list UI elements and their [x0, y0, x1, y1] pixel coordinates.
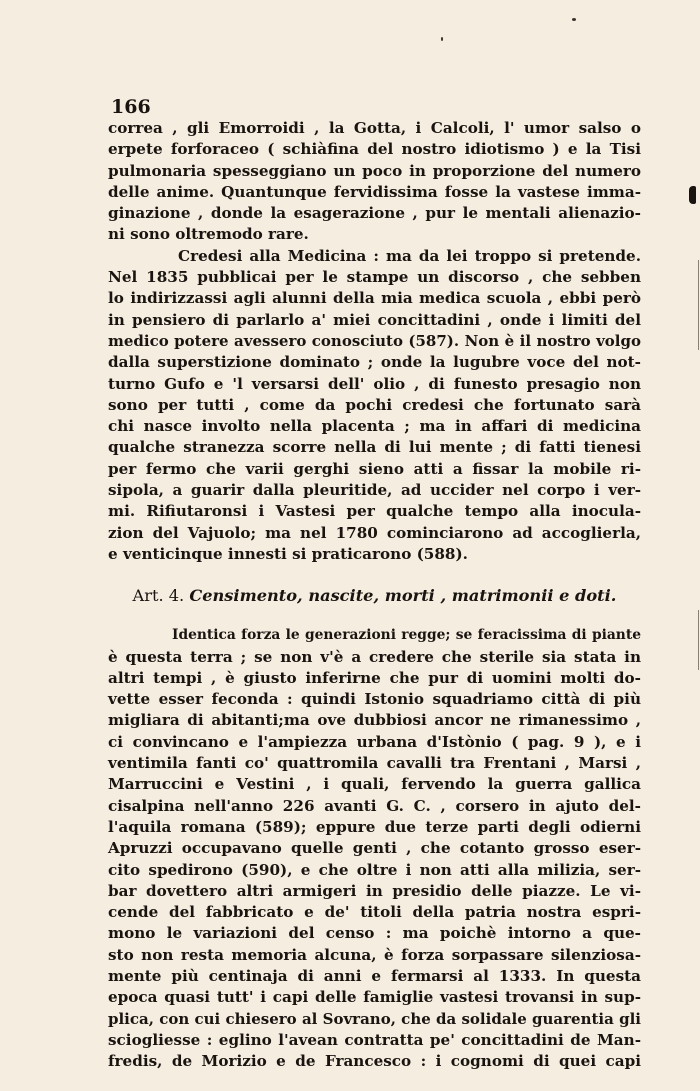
text-line [108, 480, 641, 501]
text-line [108, 625, 641, 646]
text-segment: turno Gufo e 'l versarsi dell' olio , di funesto presagio non [108, 374, 641, 393]
text-segment: cito spedirono (590), e che oltre i non atti alla milizia, ser- [108, 860, 641, 879]
text-line [108, 753, 641, 774]
text-segment: cisalpina nell'anno 226 avanti G. C. , corsero in ajuto del- [108, 796, 641, 815]
text-line [108, 267, 641, 288]
text-line [108, 352, 641, 373]
text-line [108, 288, 641, 309]
paragraph-2 [108, 246, 641, 565]
text-segment: sono per tutti , come da pochi credesi che fortunato sarà [108, 395, 641, 414]
text-line [108, 817, 641, 838]
text-segment: cende del fabbricato e de' titoli della patria nostra espri- [108, 903, 641, 922]
text-segment: ventimila fanti co' quattromila cavalli tra Frentani , Marsi , [108, 754, 641, 773]
text-segment: sciogliesse : eglino l'avean contratta pe' concittadini de Man- [108, 1030, 641, 1049]
text-segment: zion del Vajuolo; ma nel 1780 cominciarono ad accoglierla, [108, 523, 641, 542]
text-line [108, 860, 641, 881]
text-line [108, 668, 641, 689]
text-segment: ci convincano e l'ampiezza urbana d'Istònio ( pag. 9 ), e i [108, 732, 641, 751]
text-segment: ni sono oltremodo rare. [108, 225, 309, 244]
text-line [108, 224, 641, 245]
text-line [108, 966, 641, 987]
text-line [108, 902, 641, 923]
paragraph-1 [108, 118, 641, 246]
text-segment: pulmonaria spesseggiano un poco in proporzione del numero [108, 161, 641, 180]
text-line [108, 246, 641, 267]
text-line [108, 774, 641, 795]
text-segment: in pensiero di parlarlo a' miei concittadini , onde i limiti del [108, 310, 641, 329]
text-segment: e venticinque innesti si praticarono (588). [108, 544, 468, 563]
text-line [108, 838, 641, 859]
text-line [108, 710, 641, 731]
text-segment: epoca quasi tutt' i capi delle famiglie vastesi trovansi in sup- [108, 988, 641, 1007]
text-line [108, 544, 641, 565]
text-line [108, 310, 641, 331]
text-line [108, 331, 641, 352]
text-segment: è questa terra ; se non v'è a credere che sterile sia stata in [108, 647, 641, 666]
text-line [108, 1030, 641, 1051]
text-segment: l'aquila romana (589); eppure due terze parti degli odierni [108, 817, 641, 836]
text-segment: chi nasce involto nella placenta ; ma in affari di medicina [108, 417, 641, 436]
text-segment: mono le variazioni del censo : ma poichè intorno a que- [108, 924, 641, 943]
text-line [108, 923, 641, 944]
text-line [108, 1009, 641, 1030]
article-number: Art. 4. [132, 586, 185, 606]
text-segment: sipola, a guarir dalla pleuritide, ad uccider nel corpo i ver- [108, 481, 641, 500]
text-line [108, 437, 641, 458]
text-line [108, 945, 641, 966]
section-heading [108, 585, 641, 607]
text-line [108, 501, 641, 522]
text-line [108, 987, 641, 1008]
paper-speck [572, 18, 576, 21]
text-segment: Nel 1835 pubblicai per le stampe un discorso , che sebben [108, 268, 641, 287]
text-segment: fredis, de Morizio e de Francesco : i cognomi di quei capi [108, 1052, 641, 1071]
text-segment: lo indirizzassi agli alunni della mia medica scuola , ebbi però [108, 289, 641, 308]
text-segment: altri tempi , è giusto inferirne che pur di uomini molti do- [108, 668, 641, 687]
text-segment: medico potere avessero conosciuto (587). Non è il nostro volgo [108, 331, 641, 350]
text-line [108, 523, 641, 544]
text-line [108, 459, 641, 480]
text-segment: per fermo che varii gerghi sieno atti a fissar la mobile ri- [108, 459, 641, 478]
text-line [108, 881, 641, 902]
text-segment: erpete forforaceo ( schiàfina del nostro idiotismo ) e la Tisi [108, 140, 641, 159]
text-line [108, 395, 641, 416]
paper-speck [441, 37, 443, 41]
page-edge-shadow [698, 260, 699, 350]
text-segment: Credesi alla Medicina : ma da lei troppo si pretende. [178, 246, 641, 265]
text-segment: migliara di abitanti;ma ove dubbiosi ancor ne rimanessimo , [108, 711, 641, 730]
page-edge-shadow [698, 610, 699, 670]
text-segment: qualche stranezza scorre nella di lui mente ; di fatti tienesi [108, 438, 641, 457]
text-segment: dalla superstizione dominato ; onde la lugubre voce del not- [108, 353, 641, 372]
text-line [108, 1051, 641, 1072]
text-line [108, 732, 641, 753]
text-line [108, 203, 641, 224]
text-segment: Apruzzi occupavano quelle genti , che cotanto grosso eser- [108, 839, 641, 858]
text-segment: bar dovettero altri armigeri in presidio delle piazze. Le vi- [108, 881, 641, 900]
text-segment: Identica forza le generazioni regge; se feracissima di piante [172, 627, 641, 644]
text-line [108, 796, 641, 817]
text-segment: plica, con cui chiesero al Sovrano, che da solidale guarentia gli [108, 1009, 641, 1028]
text-segment: vette esser feconda : quindi Istonio squadriamo città di più [108, 690, 641, 709]
text-line [108, 139, 641, 160]
text-segment: delle anime. Quantunque fervidissima fosse la vastese imma- [108, 182, 641, 201]
text-segment: mi. Rifiutaronsi i Vastesi per qualche tempo alla inocula- [108, 502, 641, 521]
article-title: Censimento, nascite, morti , matrimonii e doti. [189, 586, 617, 606]
text-line [108, 182, 641, 203]
margin-ink-mark [689, 186, 696, 204]
text-line [108, 161, 641, 182]
text-line [108, 647, 641, 668]
text-segment: mente più centinaja di anni e fermarsi al 1333. In questa [108, 966, 641, 985]
page-number: 166 [111, 96, 151, 118]
text-line [108, 118, 641, 139]
paragraph-3 [108, 625, 641, 1072]
text-segment: sto non resta memoria alcuna, è forza sorpassare silenziosa- [108, 945, 641, 964]
text-segment: correa , gli Emorroidi , la Gotta, i Calcoli, l' umor salso o [108, 119, 641, 137]
text-line [108, 374, 641, 395]
text-line [108, 689, 641, 710]
text-segment: ginazione , donde la esagerazione , pur le mentali alienazio- [108, 204, 641, 223]
text-line [108, 416, 641, 437]
text-segment: Marruccini e Vestini , i quali, fervendo la guerra gallica [108, 775, 641, 794]
book-page [108, 96, 641, 1072]
